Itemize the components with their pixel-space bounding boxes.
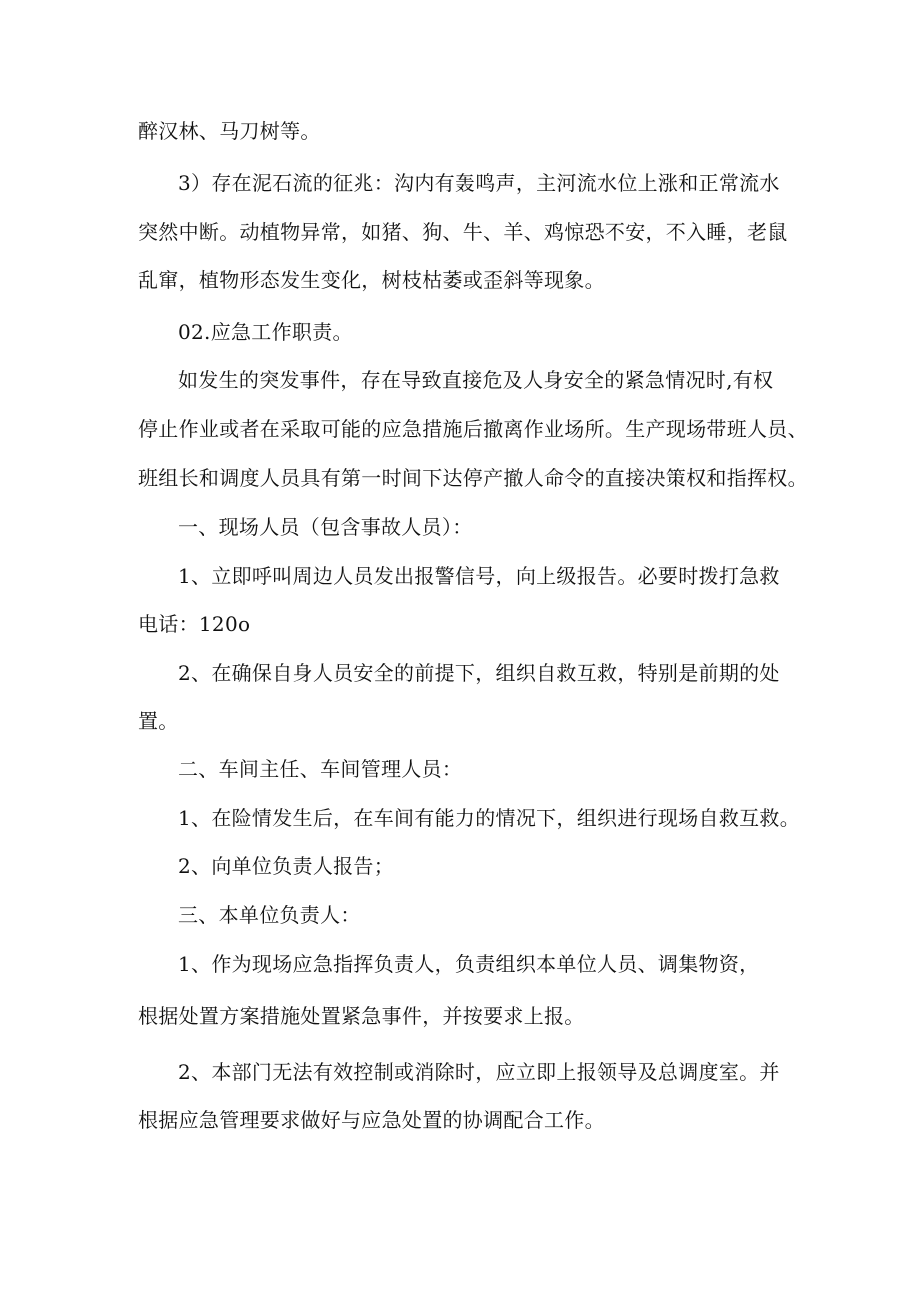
text-line-19: 根据处置方案措施处置紧急事件，并按要求上报。	[138, 1004, 585, 1028]
text-line-2: 3）存在泥石流的征兆：沟内有轰鸣声，主河流水位上涨和正常流水	[178, 171, 780, 195]
text-line-10: 1、立即呼叫周边人员发出报警信号，向上级报告。必要时拨打急救	[178, 564, 780, 588]
text-line-20: 2、本部门无法有效控制或消除时，应立即上报领导及总调度室。并	[178, 1060, 780, 1084]
text-line-16: 2、向单位负责人报告；	[178, 854, 395, 878]
text-line-18: 1、作为现场应急指挥负责人，负责组织本单位人员、调集物资，	[178, 952, 760, 976]
text-line-4: 乱窜，植物形态发生变化，树枝枯萎或歪斜等现象。	[138, 268, 605, 292]
text-line-21: 根据应急管理要求做好与应急处置的协调配合工作。	[138, 1108, 605, 1132]
text-line-5: 02.应急工作职责。	[178, 320, 353, 344]
text-line-17: 三、本单位负责人：	[178, 903, 361, 927]
text-line-15: 1、在险情发生后，在车间有能力的情况下，组织进行现场自救互救。	[178, 806, 801, 830]
text-line-14: 二、车间主任、车间管理人员：	[178, 757, 463, 781]
text-line-1: 醉汉林、马刀树等。	[138, 119, 321, 143]
text-line-8: 班组长和调度人员具有第一时间下达停产撤人命令的直接决策权和指挥权。	[138, 466, 808, 490]
text-line-7: 停止作业或者在采取可能的应急措施后撤离作业场所。生产现场带班人员、	[138, 417, 808, 441]
text-line-13: 置。	[138, 709, 179, 733]
text-line-11: 电话：120o	[138, 612, 251, 636]
text-line-3: 突然中断。动植物异常，如猪、狗、牛、羊、鸡惊恐不安，不入睡，老鼠	[138, 220, 788, 244]
text-line-6: 如发生的突发事件，存在导致直接危及人身安全的紧急情况时,有权	[178, 368, 774, 392]
text-line-12: 2、在确保自身人员安全的前提下，组织自救互救，特别是前期的处	[178, 661, 780, 685]
text-line-9: 一、现场人员（包含事故人员）：	[178, 515, 473, 539]
